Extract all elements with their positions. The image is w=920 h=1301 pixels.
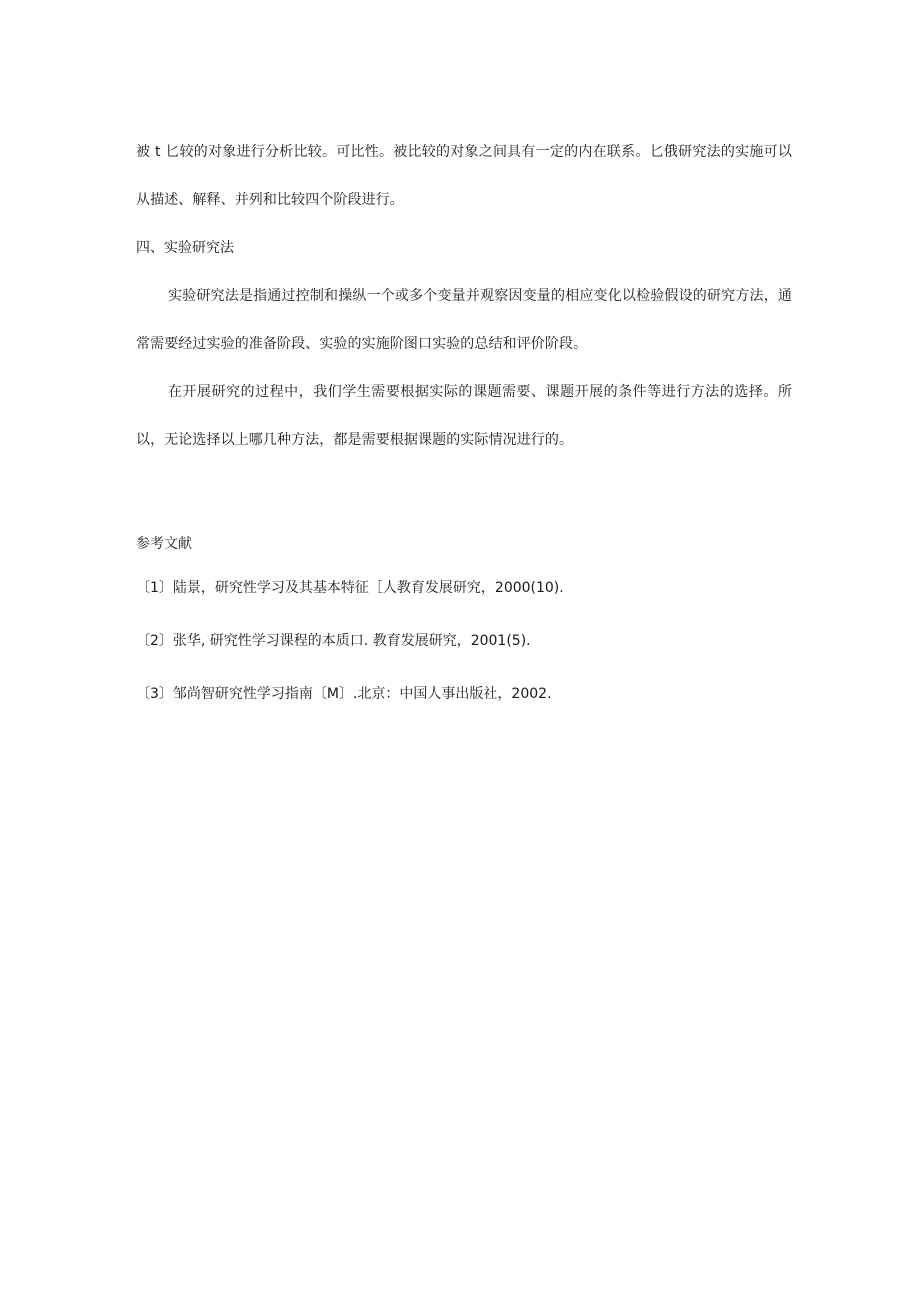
references-title: 参考文献 [136, 536, 192, 552]
document-body [136, 128, 792, 737]
section-heading-experiment-method: 四、实验研究法 [136, 240, 234, 256]
paragraph-comparison-continuation: 被 t 匕较的对象进行分析比较。可比性。被比较的对象之间具有一定的内在联系。匕俄研究法的实施可以从描述、解释、并列和比较四个阶段进行。 [136, 144, 792, 208]
reference-item-1: 〔1〕陆景，研究性学习及其基本特征［人教育发展研究，2000(10). [136, 580, 564, 596]
reference-item-2: 〔2〕张华, 研究性学习课程的本质口. 教育发展研究，2001(5). [136, 633, 531, 649]
references-list [136, 578, 792, 704]
paragraph-experiment-method: 实验研究法是指通过控制和操纵一个或多个变量并观察因变量的相应变化以检验假设的研究方法，通常需要经过实验的准备阶段、实验的实施阶图口实验的总结和评价阶段。 [136, 288, 792, 352]
reference-item-3: 〔3〕邹尚智研究性学习指南〔M〕.北京：中国人事出版社，2002. [136, 686, 552, 702]
paragraph-method-selection: 在开展研究的过程中，我们学生需要根据实际的课题需要、课题开展的条件等进行方法的选择。所以，无论选择以上哪几种方法，都是需要根据课题的实际情况进行的。 [136, 384, 792, 448]
